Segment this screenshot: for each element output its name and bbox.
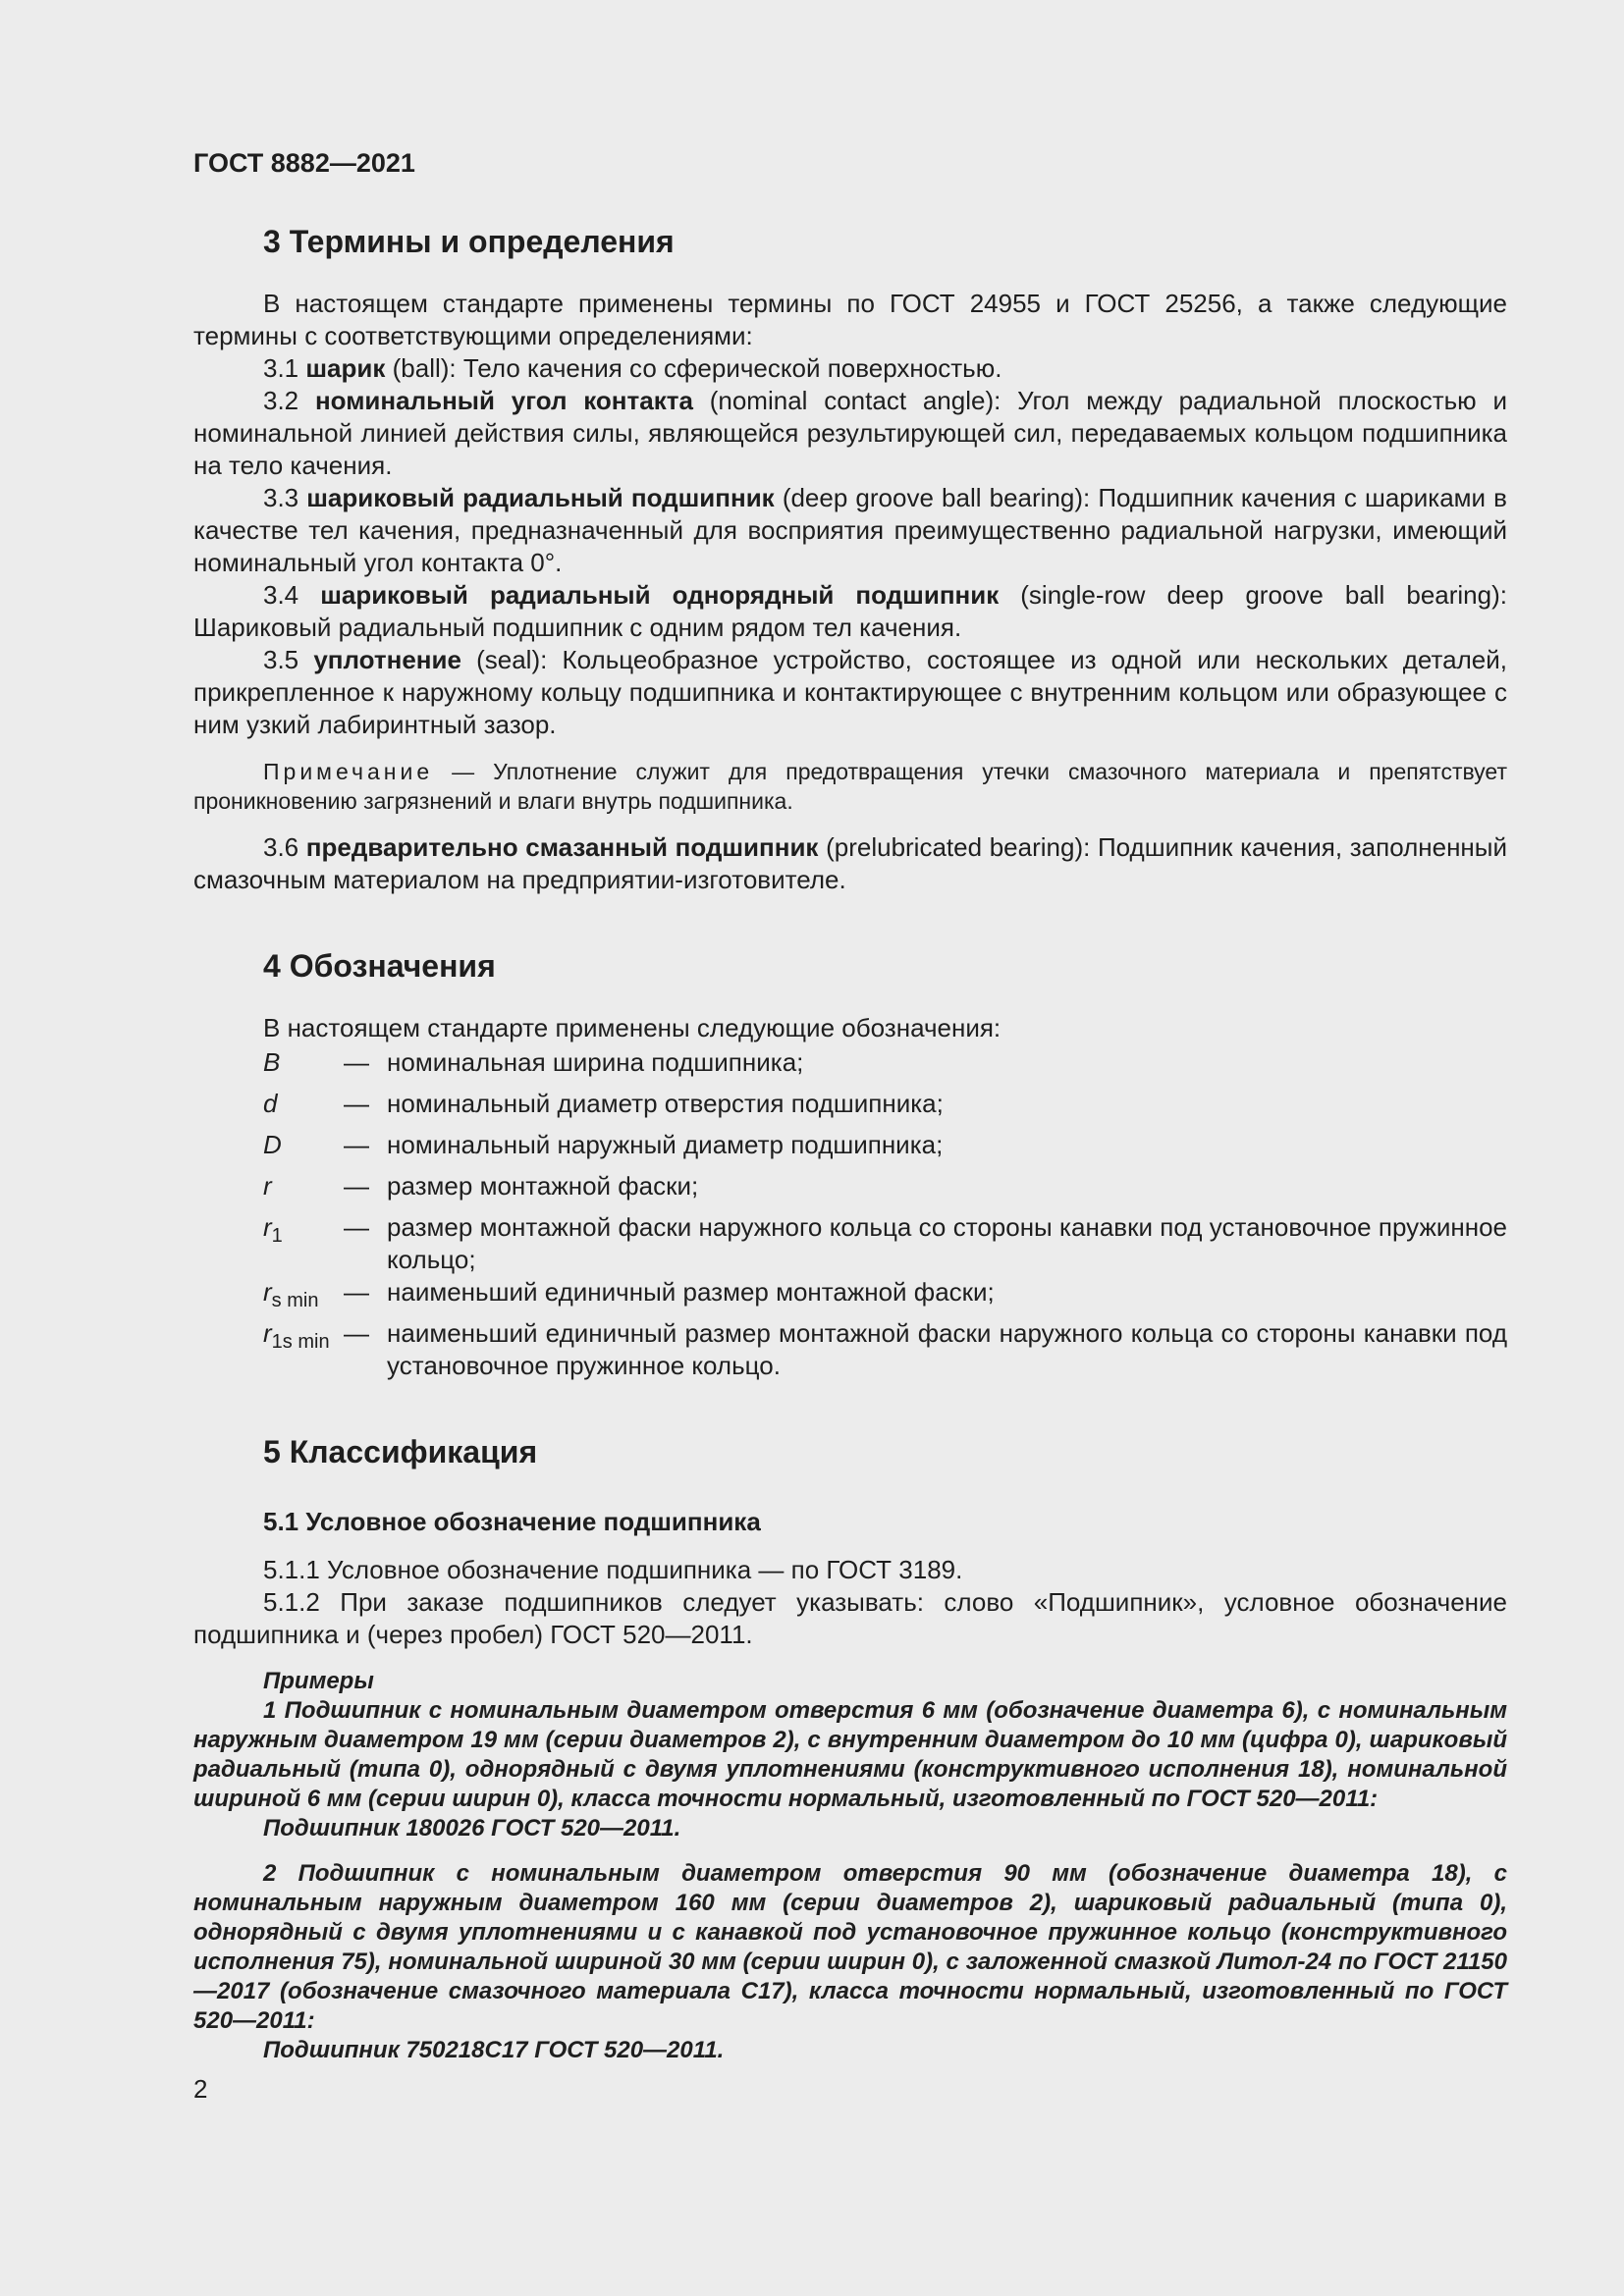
section-3-intro: В настоящем стандарте применены термины по ГОСТ 24955 и ГОСТ 25256, а также следующие термины с соответствующими определениями: [193,289,1507,350]
example-2-result: Подшипник 750218С17 ГОСТ 520—2011. [263,2037,725,2063]
paragraph-5-1-2: 5.1.2 При заказе подшипников следует указывать: слово «Подшипник», условное обозначение подшипника и (через пробел) ГОСТ 520—2011. [193,1587,1507,1649]
section-5 [193,1431,1507,2065]
note [193,757,1507,816]
section-3 [193,221,1507,896]
section-3-title: 3 Термины и определения [263,224,675,259]
example-1: 1 Подшипник с номинальным диаметром отверстия 6 мм (обозначение диаметра 6), с номинальным наружным диаметром 19 мм (серии диаметров 2), с внутренним диаметром до 10 мм (цифра 0), шариковый радиальный (типа 0), однорядный с двумя уплотнениями (конструктивного исполнения 18), номинальной шириной 6 мм (серии ширин 0), класса точности нормальный, изготовленный по ГОСТ 520—2011: [193,1697,1507,1812]
term-3-4: 3.4 шариковый радиальный однорядный подшипник (single-row deep groove ball bearing): Шариковый радиальный подшипник с одним рядом тел качения. [193,580,1507,642]
term-3-5: 3.5 уплотнение (seal): Кольцеобразное устройство, состоящее из одной или нескольких деталей, прикрепленное к наружному кольцу подшипника и контактирующее с внутренним кольцом или образующее с ним узкий лабиринтный зазор. [193,645,1507,739]
symbol-row: d — номинальный диаметр отверстия подшипника; [263,1089,944,1118]
symbol-row: $r_{s min}$ — наименьший единичный размер монтажной фаски; [263,1277,995,1311]
symbol-row: B — номинальная ширина подшипника; [263,1047,804,1077]
subsection-5-1-title: 5.1 Условное обозначение подшипника [263,1507,761,1536]
note-label: Примечание [263,759,434,784]
examples-block [193,1667,1507,2065]
section-4 [193,945,1507,1382]
symbol-row: $r_1$ — размер монтажной фаски наружного кольца со стороны канавки под установочное пружинное кольцо; [263,1212,1507,1274]
paragraph-5-1-1: 5.1.1 Условное обозначение подшипника — по ГОСТ 3189. [263,1555,963,1584]
examples-title: Примеры [263,1668,374,1694]
symbol-row: r — размер монтажной фаски; [263,1171,699,1201]
page-content [193,221,1507,2114]
term-3-3: 3.3 шариковый радиальный подшипник (deep groove ball bearing): Подшипник качения с шариками в качестве тел качения, предназначенный для восприятия преимущественно радиальной нагрузки, имеющий номинальный угол контакта 0°. [193,483,1507,577]
section-4-title: 4 Обозначения [263,948,496,984]
section-4-intro: В настоящем стандарте применены следующие обозначения: [263,1013,1001,1042]
example-2: 2 Подшипник с номинальным диаметром отверстия 90 мм (обозначение диаметра 18), с номинальным наружным диаметром 160 мм (серии диаметров 2), шариковый радиальный (типа 0), однорядный с двумя уплотнениями и с канавкой под установочное пружинное кольцо (конструктивного исполнения 75), номинальной шириной 30 мм (серии ширин 0), с заложенной смазкой Литол-24 по ГОСТ 21150—2017 (обозначение смазочного материала С17), класса точности нормальный, изготовленный по ГОСТ 520—2011: [193,1860,1507,2034]
note-text: — Уплотнение служит для предотвращения утечки смазочного материала и препятствует проникновению загрязнений и влаги внутрь подшипника. [193,759,1507,814]
term-3-1: 3.1 шарик (ball): Тело качения со сферической поверхностью. [263,353,1002,383]
symbol-row: D — номинальный наружный диаметр подшипника; [263,1130,944,1159]
document-code: ГОСТ 8882—2021 [193,148,415,178]
section-5-title: 5 Классификация [263,1434,538,1469]
page-number: 2 [193,2074,208,2104]
term-3-6: 3.6 предварительно смазанный подшипник (prelubricated bearing): Подшипник качения, заполненный смазочным материалом на предприятии-изготовителе. [193,832,1508,894]
symbol-row: $r_{1s min}$ — наименьший единичный размер монтажной фаски наружного кольца со стороны канавки под установочное пружинное кольцо. [263,1318,1507,1380]
example-1-result: Подшипник 180026 ГОСТ 520—2011. [263,1815,681,1842]
term-3-2: 3.2 номинальный угол контакта (nominal contact angle): Угол между радиальной плоскостью и номинальной линией действия силы, являющейся результирующей сил, передаваемых кольцом подшипника на тело качения. [193,386,1507,480]
